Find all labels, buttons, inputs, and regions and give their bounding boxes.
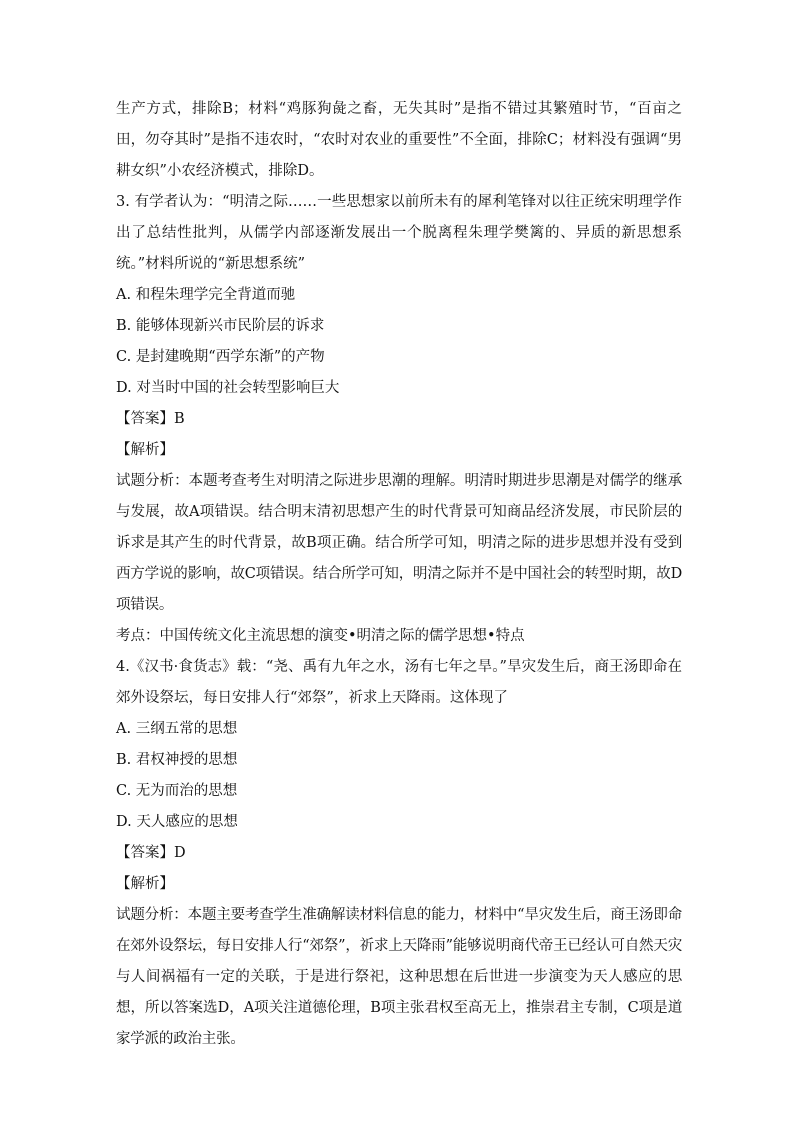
question-3-stem: 3. 有学者认为：“明清之际……一些思想家以前所未有的犀利笔锋对以往正统宋明理学作出了总结性批判，从儒学内部逐渐发展出一个脱离程朱理学樊篱的、异质的新思想系统。”材料所说的“新思想系统” bbox=[116, 194, 682, 272]
question-3-answer: 【答案】B bbox=[116, 411, 185, 427]
question-4-option-c: C. 无为而治的思想 bbox=[116, 783, 238, 799]
question-3-option-d: D. 对当时中国的社会转型影响巨大 bbox=[116, 380, 340, 396]
question-4-analysis: 试题分析：本题主要考查学生准确解读材料信息的能力，材料中“旱灾发生后，商王汤即命在郊外设祭坛，每日安排人行“郊祭”，祈求上天降雨”能够说明商代帝王已经认可自然天灾与人间祸福有一定的关联，于是进行祭祀，这种思想在后世进一步演变为天人感应的思想，所以答案选D，A项关注道德伦理，B项主张君权至高无上，推崇君主专制，C项是道家学派的政治主张。 bbox=[116, 907, 682, 1047]
paragraph-previous-explanation: 生产方式，排除B；材料“鸡豚狗彘之畜，无失其时”是指不错过其繁殖时节，“百亩之田，勿夺其时”是指不违农时，“农时对农业的重要性”不全面，排除C；材料没有强调“男耕女织”小农经济模式，排除D。 bbox=[116, 101, 682, 179]
question-3-option-b: B. 能够体现新兴市民阶层的诉求 bbox=[116, 318, 325, 334]
question-4-option-b: B. 君权神授的思想 bbox=[116, 752, 238, 768]
question-3-analysis: 试题分析：本题考查考生对明清之际进步思潮的理解。明清时期进步思潮是对儒学的继承与发展，故A项错误。结合明末清初思想产生的时代背景可知商品经济发展，市民阶层的诉求是其产生的时代背景，故B项正确。结合所学可知，明清之际的进步思想并没有受到西方学说的影响，故C项错误。结合所学可知，明清之际并不是中国社会的转型时期，故D项错误。 bbox=[116, 473, 682, 613]
question-4-option-d: D. 天人感应的思想 bbox=[116, 814, 238, 830]
question-4-option-a: A. 三纲五常的思想 bbox=[116, 721, 238, 737]
document-body bbox=[116, 94, 682, 1055]
question-4-stem: 4.《汉书·食货志》载：“尧、禹有九年之水，汤有七年之旱。”旱灾发生后，商王汤即命在郊外设祭坛，每日安排人行“郊祭”，祈求上天降雨。这体现了 bbox=[116, 659, 682, 706]
question-4-analysis-heading: 【解析】 bbox=[116, 876, 174, 892]
question-3-option-a: A. 和程朱理学完全背道而驰 bbox=[116, 287, 296, 303]
question-3-analysis-heading: 【解析】 bbox=[116, 442, 174, 458]
question-3-option-c: C. 是封建晚期“西学东渐”的产物 bbox=[116, 349, 325, 365]
question-4-answer: 【答案】D bbox=[116, 845, 186, 861]
question-3-key-point: 考点：中国传统文化主流思想的演变•明清之际的儒学思想•特点 bbox=[116, 628, 525, 644]
